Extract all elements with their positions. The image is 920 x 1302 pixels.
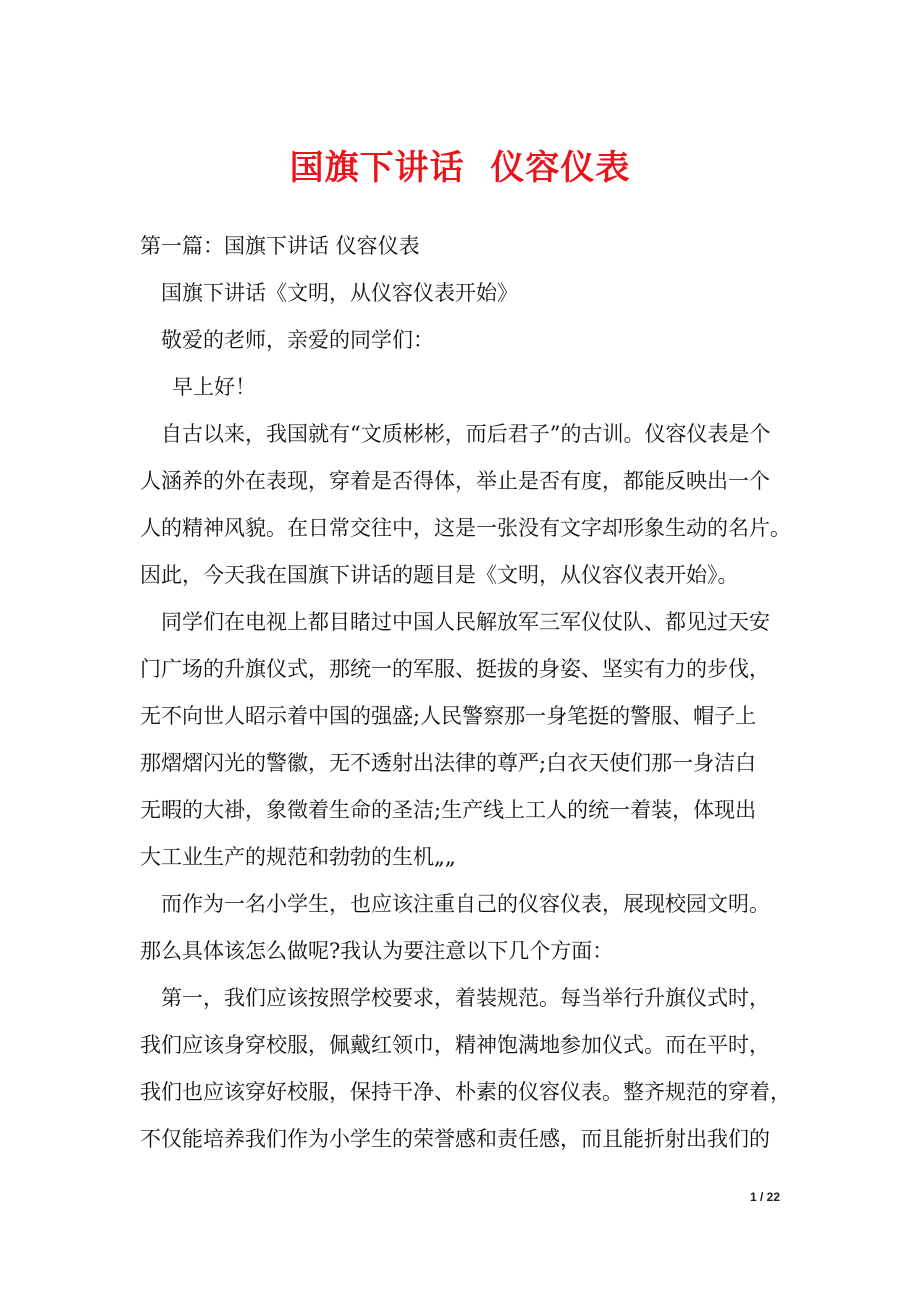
paragraph-line: 第一，我们应该按照学校要求，着装规范。每当举行升旗仪式时， [161, 986, 770, 1010]
speech-title: 国旗下讲话《文明，从仪容仪表开始》 [161, 281, 518, 305]
paragraph-line: 同学们在电视上都目睹过中国人民解放军三军仪仗队、都见过天安 [161, 610, 770, 634]
section-heading: 第一篇：国旗下讲话 仪容仪表 [140, 234, 420, 258]
paragraph-line: 不仅能培养我们作为小学生的荣誉感和责任感，而且能折射出我们的 [140, 1127, 770, 1151]
paragraph-line: 无暇的大褂，象徵着生命的圣洁;生产线上工人的统一着装，体现出 [140, 798, 757, 822]
paragraph-line: 那么具体该怎么做呢?我认为要注意以下几个方面： [140, 939, 614, 963]
greeting: 早上好！ [172, 375, 256, 399]
paragraph-line: 无不向世人昭示着中国的强盛;人民警察那一身笔挺的警服、帽子上 [140, 704, 757, 728]
paragraph-line: 自古以来，我国就有“文质彬彬，而后君子”的古训。仪容仪表是个 [161, 422, 771, 446]
paragraph-line: 我们也应该穿好校服，保持干净、朴素的仪容仪表。整齐规范的穿着， [140, 1080, 791, 1104]
document-title: 国旗下讲话 仪容仪表 [289, 148, 631, 188]
paragraph-line: 我们应该身穿校服，佩戴红领巾，精神饱满地参加仪式。而在平时， [140, 1033, 770, 1057]
salutation: 敬爱的老师，亲爱的同学们： [161, 328, 434, 352]
paragraph-line: 因此，今天我在国旗下讲话的题目是《文明，从仪容仪表开始》。 [140, 563, 739, 587]
paragraph-line: 门广场的升旗仪式，那统一的军服、挺拔的身姿、坚实有力的步伐， [140, 657, 770, 681]
paragraph-line: 人的精神风貌。在日常交往中，这是一张没有文字却形象生动的名片。 [140, 516, 791, 540]
paragraph-line: 而作为一名小学生，也应该注重自己的仪容仪表，展现校园文明。 [161, 892, 770, 916]
paragraph-line: 人涵养的外在表现，穿着是否得体，举止是否有度，都能反映出一个 [140, 469, 770, 493]
paragraph-line: 那熠熠闪光的警徽，无不透射出法律的尊严;白衣天使们那一身洁白 [140, 751, 757, 775]
paragraph-line: 大工业生产的规范和勃勃的生机„„ [140, 845, 456, 869]
document-body [140, 228, 790, 1168]
page-number: 1 / 22 [749, 1190, 780, 1204]
